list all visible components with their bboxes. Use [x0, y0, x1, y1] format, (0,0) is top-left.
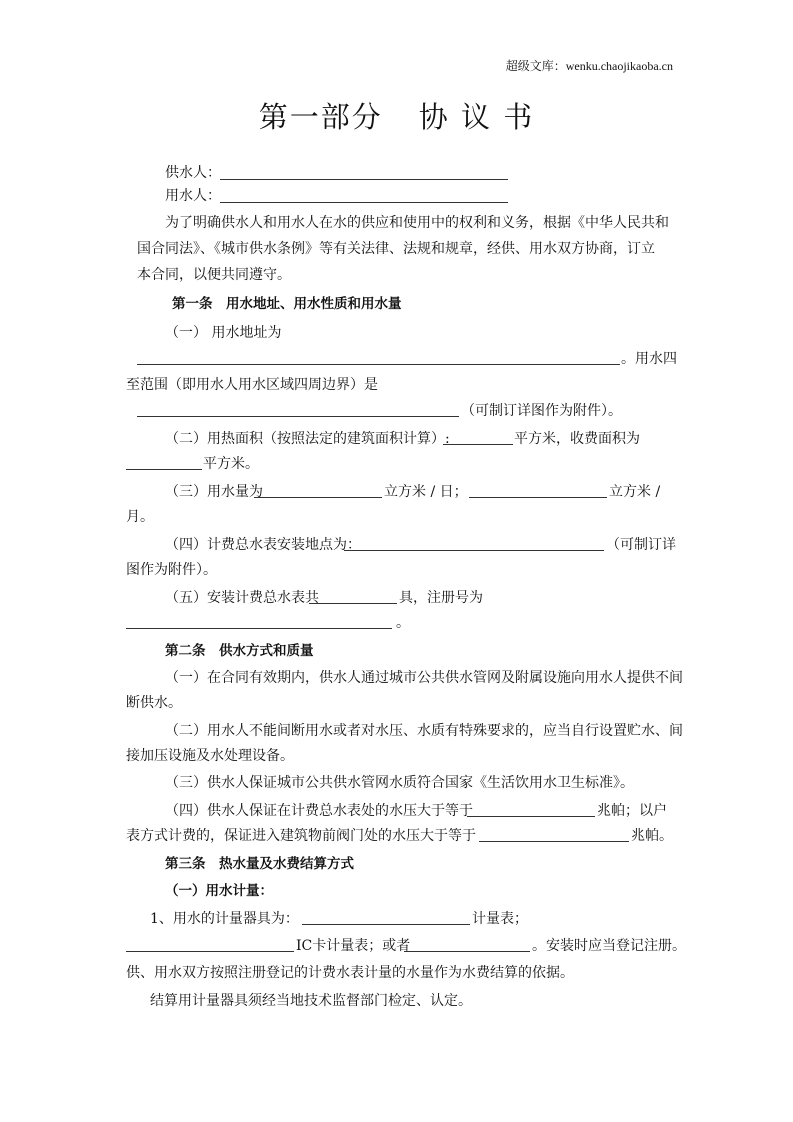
- article-1-item-3-d: 月。: [126, 509, 154, 525]
- site-header: 超级文库：wenku.chaojikaoba.cn: [505, 59, 673, 73]
- article-1-item-1: （一） 用水地址为: [165, 325, 282, 341]
- article-1-heading: 第一条 用水地址、用水性质和用水量: [172, 296, 402, 312]
- title-part: 第一部分: [258, 100, 383, 134]
- article-2-item-2-b: 接加压设施及水处理设备。: [126, 748, 294, 764]
- building-pressure-blank: [479, 841, 629, 842]
- article-2-item-4-c: 表方式计费的，保证进入建筑物前阀门处的水压大于等于: [126, 828, 476, 844]
- article-1-item-5-c: 。: [396, 615, 410, 631]
- article-3-p1-b: 计量表；: [472, 911, 528, 927]
- preamble-line-3: 本合同，以便共同遵守。: [137, 267, 291, 283]
- article-3-heading: 第三条 热水量及水费结算方式: [165, 856, 354, 872]
- meter-count-blank: [309, 603, 397, 604]
- daily-volume-blank: [254, 497, 382, 498]
- article-3-p3: 结算用计量器具须经当地技术监督部门检定、认定。: [150, 993, 472, 1009]
- ic-meter-blank: [126, 951, 294, 952]
- preamble-line-1: 为了明确供水人和用水人在水的供应和使用中的权利和义务，根据《中华人民共和: [165, 215, 669, 231]
- article-1-item-1-line-2: 至范围（即用水人用水区域四周边界）是: [126, 377, 378, 393]
- article-2-item-2-a: （二）用水人不能间断用水或者对水压、水质有特殊要求的，应当自行设置贮水、间: [165, 723, 683, 739]
- boundary-blank: [137, 416, 459, 417]
- heating-area-blank: [443, 444, 513, 445]
- article-1-item-4-a: （四）计费总水表安装地点为：: [165, 537, 361, 553]
- article-3-p1-a: 1、用水的计量器具为：: [150, 911, 299, 927]
- article-2-heading: 第二条 供水方式和质量: [165, 643, 314, 659]
- article-3-p1-d: 。安装时应当登记注册。: [532, 938, 686, 954]
- charge-area-blank: [126, 469, 202, 470]
- article-1-item-5-a: （五）安装计费总水表共: [165, 590, 319, 606]
- meter-pressure-blank: [467, 816, 595, 817]
- article-1-item-3-a: （三）用水量为: [165, 484, 263, 500]
- address-blank: [137, 364, 620, 365]
- article-1-item-4-c: 图作为附件）。: [126, 562, 217, 578]
- meter-location-blank: [344, 550, 604, 551]
- supplier-label: 供水人：: [165, 165, 221, 181]
- article-3-p1-c: IC卡计量表；或者: [296, 938, 411, 954]
- article-1-item-1-tail: 。用水四: [621, 351, 677, 367]
- article-1-item-2-c: 平方米。: [203, 456, 259, 472]
- supplier-blank: [220, 179, 508, 180]
- title-name: 协 议 书: [418, 100, 535, 134]
- article-2-item-1-b: 断供水。: [126, 695, 182, 711]
- article-1-item-5-b: 具，注册号为: [399, 590, 483, 606]
- article-1-item-2-b: 平方米，收费面积为: [514, 431, 640, 447]
- article-1-item-1-line-3: （可制订详图作为附件）。: [461, 403, 622, 419]
- article-2-item-1-a: （一）在合同有效期内，供水人通过城市公共供水管网及附属设施向用水人提供不间: [165, 670, 683, 686]
- article-1-item-3-b: 立方米 / 日；: [384, 484, 468, 500]
- page-title: [0, 99, 793, 135]
- article-1-item-4-b: （可制订详: [606, 537, 676, 553]
- article-3-p2: 供、用水双方按照注册登记的计费水表计量的水量作为水费结算的依据。: [126, 965, 574, 981]
- article-1-item-2-a: （二）用热面积（按照法定的建筑面积计算）:: [165, 431, 450, 447]
- article-2-item-4-a: （四）供水人保证在计费总水表处的水压大于等于: [165, 803, 473, 819]
- article-2-item-3: （三）供水人保证城市公共供水管网水质符合国家《生活饮用水卫生标准》。: [165, 775, 634, 791]
- meter-type-blank: [302, 924, 470, 925]
- article-2-item-4-d: 兆帕。: [631, 828, 673, 844]
- other-meter-blank: [404, 951, 530, 952]
- article-2-item-4-b: 兆帕；以户: [597, 803, 667, 819]
- article-1-item-3-c: 立方米 /: [609, 484, 661, 500]
- registration-number-blank: [126, 628, 392, 629]
- article-3-sub-1: （一）用水计量：: [165, 883, 273, 899]
- preamble-line-2: 国合同法》、《城市供水条例》等有关法律、法规和规章，经供、用水双方协商，订立: [137, 241, 655, 257]
- monthly-volume-blank: [469, 497, 607, 498]
- user-label: 用水人：: [165, 188, 221, 204]
- user-blank: [220, 202, 508, 203]
